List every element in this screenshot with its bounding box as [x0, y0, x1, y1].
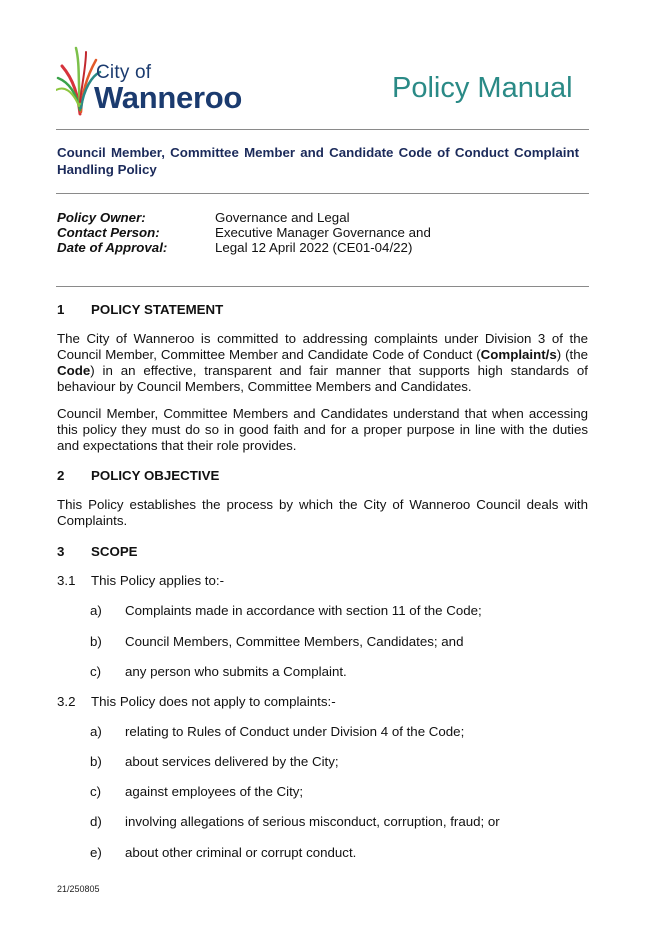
divider — [56, 129, 589, 130]
divider — [56, 193, 589, 194]
paragraph: Council Member, Committee Members and Candidates understand that when accessing this policy they must do so in good faith and for a proper purpose in line with the duties and expectations that their role provides. — [57, 406, 588, 453]
contact-person-label: Contact Person: — [57, 225, 160, 240]
clause-3-2 — [57, 694, 336, 709]
clause-text: This Policy applies to:- — [91, 573, 225, 588]
paragraph: The City of Wanneroo is committed to addressing complaints under Division 3 of the Council Member, Committee Member and Candidate Code of Conduct (Complaint/s) (the Code) in an effective, transparent and fair manner that supports high standards of behaviour by Council Members, Committee Members and Candidates. — [57, 331, 588, 394]
list-item: c) against employees of the City; — [90, 784, 304, 799]
section-heading-policy-statement — [57, 302, 223, 317]
clause-3-1 — [57, 573, 224, 588]
list-item: b) Council Members, Committee Members, Candidates; and — [90, 634, 464, 649]
term-code: Code — [57, 363, 91, 378]
clause-number: 3.2 — [57, 694, 76, 709]
contact-person-value: Executive Manager Governance and — [215, 225, 431, 240]
section-title: POLICY OBJECTIVE — [91, 468, 220, 483]
section-title: SCOPE — [91, 544, 138, 559]
policy-manual-title: Policy Manual — [392, 72, 573, 104]
date-of-approval-label: Date of Approval: — [57, 240, 168, 255]
clause-number: 3.1 — [57, 573, 76, 588]
list-item: b) about services delivered by the City; — [90, 754, 339, 769]
list-item: e) about other criminal or corrupt conduct. — [90, 845, 357, 860]
list-item: a) relating to Rules of Conduct under Division 4 of the Code; — [90, 724, 465, 739]
list-item: c) any person who submits a Complaint. — [90, 664, 347, 679]
date-of-approval-value: Legal 12 April 2022 (CE01-04/22) — [215, 240, 413, 255]
paragraph: This Policy establishes the process by which the City of Wanneroo Council deals with Complaints. — [57, 497, 588, 528]
divider — [56, 286, 589, 287]
policy-owner-label: Policy Owner: — [57, 210, 146, 225]
section-heading-policy-objective — [57, 468, 219, 483]
section-heading-scope — [57, 544, 138, 559]
list-item: d) involving allegations of serious misconduct, corruption, fraud; or — [90, 814, 500, 829]
document-title: Council Member, Committee Member and Candidate Code of Conduct Complaint Handling Policy — [57, 145, 579, 177]
list-item: a) Complaints made in accordance with section 11 of the Code; — [90, 603, 482, 618]
section-number: 1 — [57, 302, 65, 317]
term-complaints: Complaint/s — [480, 347, 557, 362]
section-number: 3 — [57, 544, 65, 559]
city-logo — [56, 44, 256, 116]
policy-owner-value: Governance and Legal — [215, 210, 350, 225]
logo-text-wanneroo: Wanneroo — [94, 80, 242, 115]
document-reference: 21/250805 — [57, 884, 100, 894]
section-title: POLICY STATEMENT — [91, 302, 224, 317]
logo-text-city-of: City of — [96, 62, 152, 83]
section-number: 2 — [57, 468, 65, 483]
clause-text: This Policy does not apply to complaints:- — [91, 694, 336, 709]
